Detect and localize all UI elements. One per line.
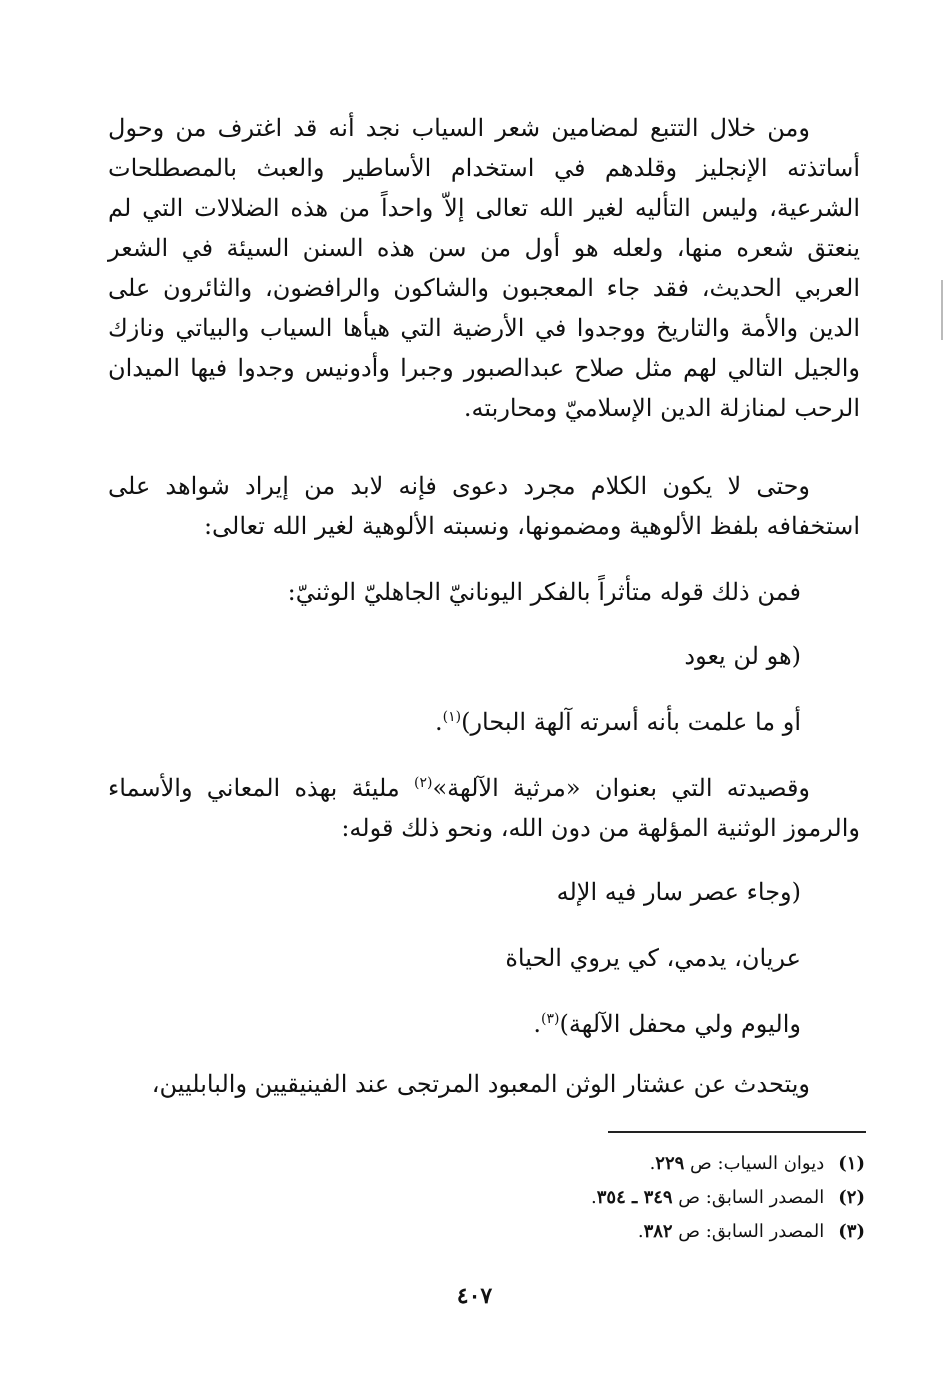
footnote-3-end: . <box>637 1221 644 1242</box>
footnote-1 <box>591 1147 865 1181</box>
footnote-divider <box>608 1131 866 1133</box>
footnote-ref-1: (١) <box>442 709 462 725</box>
footnote-3-number: (٣) <box>838 1221 865 1242</box>
footnote-3-text: المصدر السابق: ص <box>672 1221 825 1242</box>
paragraph-4-main: وقصيدته التي بعنوان «مرثية الآلهة» <box>432 774 810 802</box>
footnote-1-page: ٢٢٩ <box>655 1153 685 1174</box>
verse-group-1 <box>435 636 801 742</box>
paragraph-4-text <box>108 768 860 848</box>
intro-line <box>288 572 801 612</box>
page-number: ٤٠٧ <box>456 1283 493 1309</box>
footnote-1-end: . <box>649 1153 656 1174</box>
footnote-1-text: ديوان السياب: ص <box>684 1153 825 1174</box>
footnote-3 <box>591 1215 865 1249</box>
verse-group-2 <box>505 872 801 1044</box>
paragraph-1 <box>108 108 860 428</box>
paragraph-1-text: ومن خلال التتبع لمضامين شعر السياب نجد أنه قد اغترف من وحول أساتذته الإنجليز وقلدهم في استخدام الأساطير والعبث بالمصطلحات الشرعية، وليس التأليه لغير الله تعالى إلاّ واحداً من هذه الضلالات التي لم ينعتق شعره منها، ولعله هو أول من سن هذه السنن السيئة في الشعر العربي الحديث، فقد جاء المعجبون والشاكون والرافضون، والثائرون على الدين والأمة والتاريخ ووجدوا في الأرضية التي هيأها السياب والبياتي ونازك والجيل التالي لهم مثل صلاح عبدالصبور وجبرا وأدونيس وجدوا فيها الميدان الرحب لمنازلة الدين الإسلاميّ ومحاربته. <box>108 114 860 422</box>
verse-2-line-1: (وجاء عصر سار فيه الإله <box>556 878 801 906</box>
verse-1-line-1: (هو لن يعود <box>684 642 801 670</box>
footnotes <box>591 1147 865 1249</box>
paragraph-4-rest: مليئة بهذه المعاني والأسماء والرموز الوثنية المؤلهة من دون الله، ونحو ذلك قوله: <box>108 774 860 842</box>
verse-1-line-2-end: . <box>434 708 443 736</box>
footnote-3-page: ٣٨٢ <box>643 1221 673 1242</box>
footnote-2-text: المصدر السابق: ص <box>672 1187 825 1208</box>
verse-2-line-3 <box>505 1004 801 1044</box>
paragraph-5 <box>108 1064 860 1104</box>
footnote-ref-3: (٣) <box>541 1011 560 1027</box>
paragraph-5-text: ويتحدث عن عشتار الوثن المعبود المرتجى عند الفينيقيين والبابليين، <box>151 1070 810 1098</box>
intro-line-text: فمن ذلك قوله متأثراً بالفكر اليونانيّ الجاهليّ الوثنيّ: <box>287 578 801 606</box>
footnote-2 <box>591 1181 865 1215</box>
verse-1-line-2-text: أو ما علمت بأنه أسرته آلهة البحار) <box>461 708 801 736</box>
page-edge-mark <box>941 280 943 340</box>
footnote-2-page: ٣٤٩ ـ ٣٥٤ <box>596 1187 673 1208</box>
paragraph-2 <box>108 466 860 546</box>
paragraph-2-text: وحتى لا يكون الكلام مجرد دعوى فإنه لابد من إيراد شواهد على استخفافه بلفظ الألوهية ومضمونها، ونسبته الألوهية لغير الله تعالى: <box>108 472 860 540</box>
verse-2-line-3-text: واليوم ولي محفل الآلهة) <box>559 1010 801 1038</box>
footnote-ref-2: (٢) <box>414 775 433 791</box>
footnote-1-number: (١) <box>838 1153 865 1174</box>
verse-2-line-3-end: . <box>533 1010 542 1038</box>
verse-2-line-2: عريان، يدمي، كي يروي الحياة <box>505 944 801 972</box>
verse-1-line-2 <box>435 702 801 742</box>
footnote-2-number: (٢) <box>838 1187 865 1208</box>
footnote-2-end: . <box>591 1187 597 1208</box>
paragraph-4 <box>108 768 860 848</box>
